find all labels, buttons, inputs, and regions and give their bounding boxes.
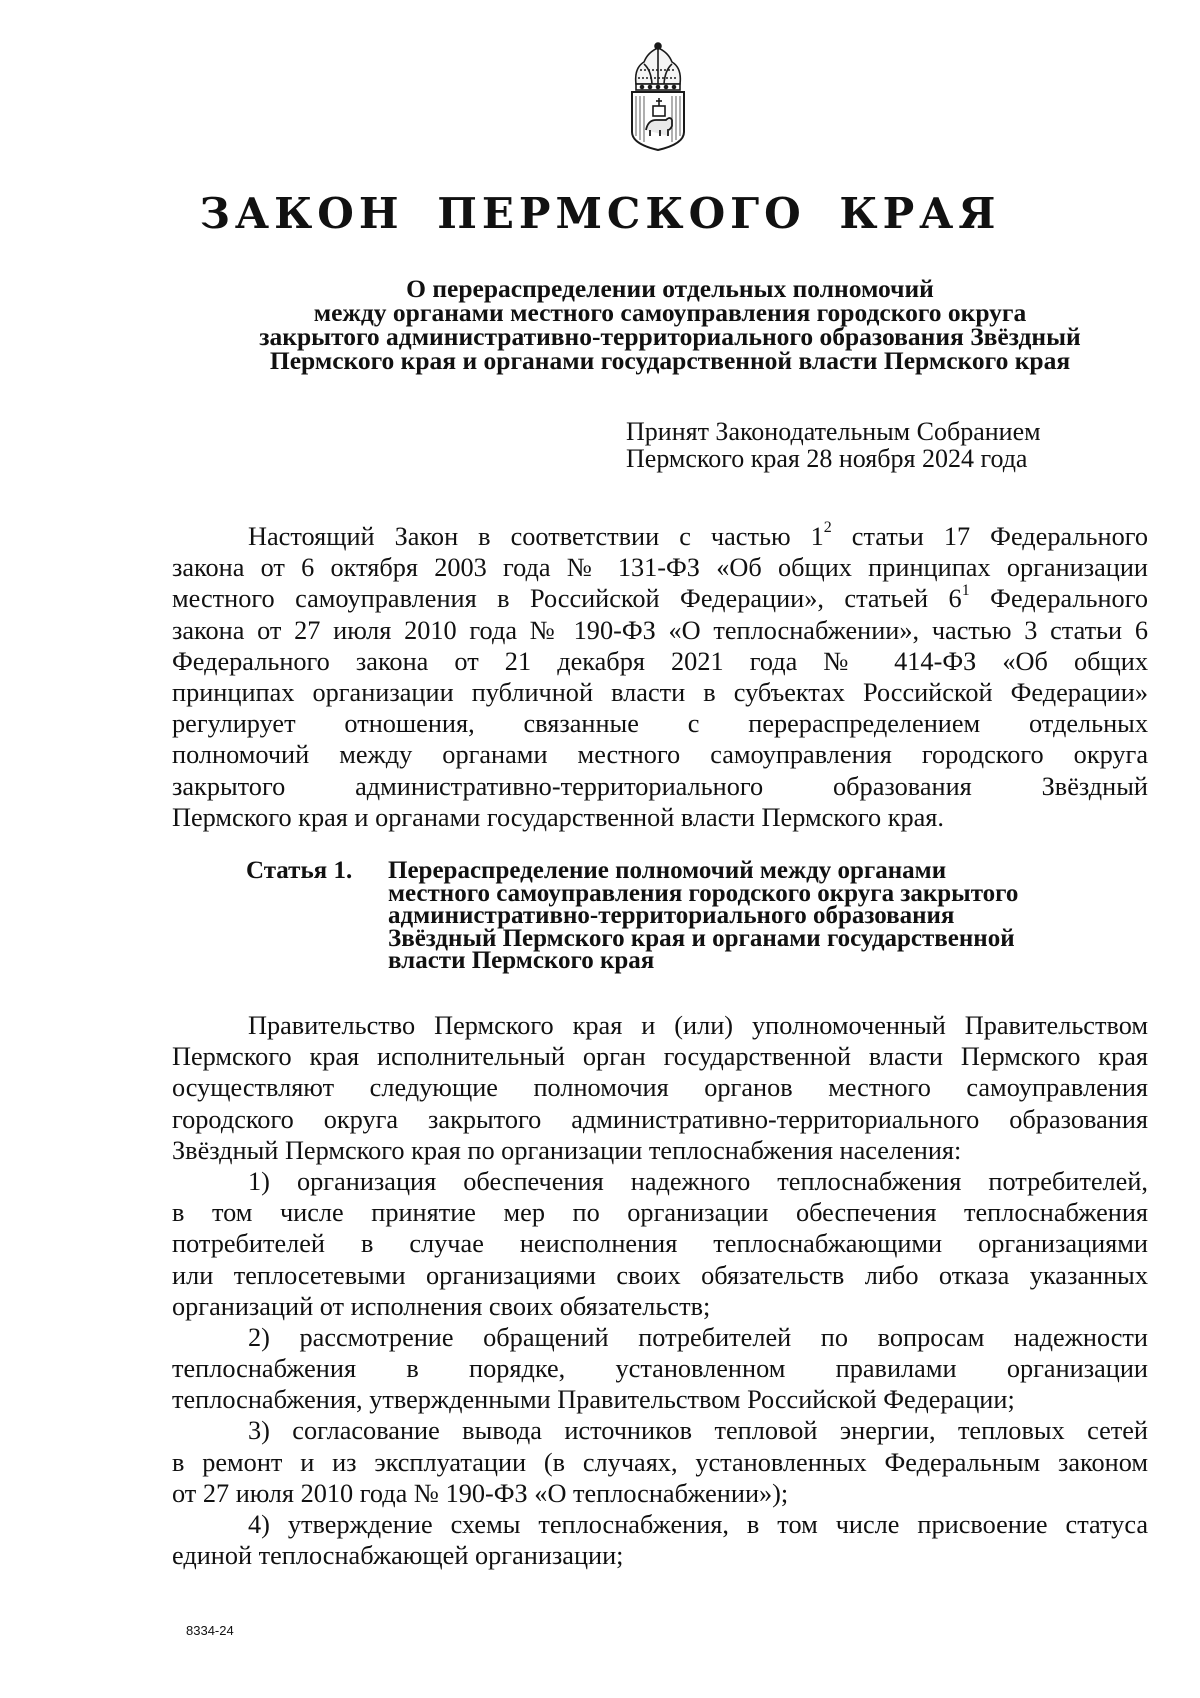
body-line: в ремонт и из эксплуатации (в случаях, установленных Федеральным законом — [172, 1447, 1148, 1477]
law-subtitle — [180, 274, 1160, 375]
article-title-line: местного самоуправления городского округа закрытого — [388, 879, 1019, 907]
body-line: в том числе принятие мер по организации обеспечения теплоснабжения — [172, 1198, 1148, 1228]
preamble-line: регулирует отношения, связанные с перераспределением отдельных — [172, 709, 1148, 739]
subtitle-line: между органами местного самоуправления городского округа — [313, 298, 1027, 327]
superscript: 2 — [823, 519, 832, 537]
body-line: потребителей в случае неисполнения теплоснабжающими организациями — [172, 1229, 1148, 1259]
preamble-line: закона от 27 июля 2010 года № 190-ФЗ «О теплоснабжении», частью 3 статьи 6 — [172, 615, 1148, 645]
article-title-line: Звёздный Пермского края и органами государственной — [388, 924, 1015, 952]
perm-krai-coat-of-arms-icon — [626, 40, 690, 152]
article-title — [388, 857, 1148, 974]
body-line: Правительство Пермского края и (или) уполномоченный Правительством — [248, 1011, 1148, 1040]
list-item-3: 3) согласование вывода источников тепловой энергии, тепловых сетей — [248, 1416, 1148, 1446]
list-item-1: 1) организация обеспечения надежного теплоснабжения потребителей, — [248, 1166, 1148, 1196]
preamble-line: закрытого административно-территориального образования Звёздный — [172, 771, 1148, 801]
adoption-line: Пермского края 28 ноября 2024 года — [626, 444, 1028, 473]
subtitle-line: О перераспределении отдельных полномочий — [406, 274, 934, 303]
article-title-line: Перераспределение полномочий между органами — [388, 857, 947, 884]
preamble-line: принципах организации публичной власти в субъектах Российской Федерации» — [172, 677, 1148, 707]
article-title-line: административно-территориального образования — [388, 902, 955, 929]
subtitle-line: закрытого административно-территориального образования Звёздный — [259, 322, 1081, 351]
list-item-4: 4) утверждение схемы теплоснабжения, в том числе присвоение статуса — [248, 1510, 1148, 1539]
preamble-line: Настоящий Закон в соответствии с частью $1^2$ статьи 17 Федерального — [248, 519, 1148, 551]
body-line: единой теплоснабжающей организации; — [172, 1541, 624, 1571]
preamble-line: местного самоуправления в Российской Федерации», статьей $6^1$ Федерального — [172, 581, 1148, 614]
body-line: или теплосетевыми организациями своих обязательств либо отказа указанных — [172, 1260, 1148, 1290]
superscript: 1 — [961, 581, 970, 599]
list-item-2: 2) рассмотрение обращений потребителей по вопросам надежности — [248, 1322, 1148, 1352]
body-line: Пермского края исполнительный орган государственной власти Пермского края — [172, 1042, 1148, 1072]
article-label: Статья 1. — [246, 857, 353, 884]
preamble-line: закона от 6 октября 2003 года № 131-ФЗ «Об общих принципах организации — [172, 553, 1148, 583]
law-title: ЗАКОН ПЕРМСКОГО КРАЯ — [199, 189, 1001, 238]
adoption-line: Принят Законодательным Собранием — [626, 417, 1041, 446]
body-line: от 27 июля 2010 года № 190-ФЗ «О теплоснабжении»); — [172, 1478, 789, 1508]
subtitle-line: Пермского края и органами государственной власти Пермского края — [269, 346, 1071, 375]
body-line: организаций от исполнения своих обязательств; — [172, 1291, 711, 1321]
body-line: Звёздный Пермского края по организации теплоснабжения населения: — [172, 1135, 962, 1165]
body-line: теплоснабжения в порядке, установленном правилами организации — [172, 1354, 1148, 1384]
preamble-line: Федерального закона от 21 декабря 2021 года № 414-ФЗ «Об общих — [172, 646, 1148, 676]
body-line: осуществляют следующие полномочия органов местного самоуправления — [172, 1073, 1148, 1103]
body-line: теплоснабжения, утвержденными Правительством Российской Федерации; — [172, 1385, 1015, 1415]
adoption-note — [626, 418, 1041, 472]
article-body — [172, 1010, 1148, 1571]
body-line: городского округа закрытого административно-территориального образования — [172, 1104, 1148, 1134]
preamble-line: Пермского края и органами государственной власти Пермского края. — [172, 802, 944, 832]
preamble — [172, 521, 1148, 833]
document-number: 8334-24 — [186, 1623, 234, 1638]
preamble-line: полномочий между органами местного самоуправления городского округа — [172, 740, 1148, 770]
article-title-line: власти Пермского края — [388, 947, 655, 974]
